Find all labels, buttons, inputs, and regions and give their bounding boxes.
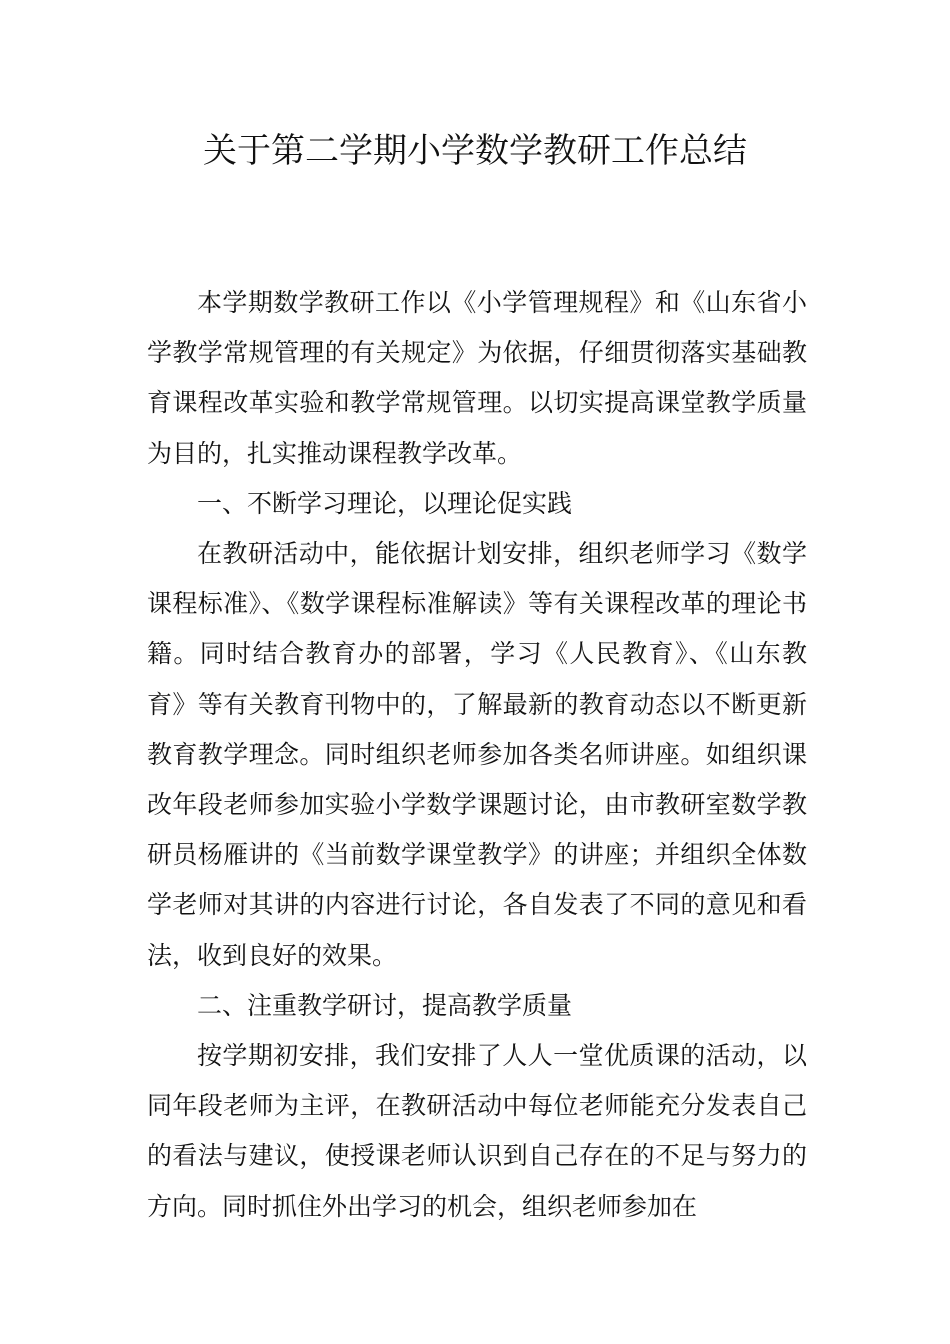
section-heading-1: 一、不断学习理论，以理论促实践 (197, 488, 573, 518)
document-body (147, 278, 807, 1232)
paragraph-theory-study: 在教研活动中，能依据计划安排，组织老师学习《数学课程标准》、《数学课程标准解读》等有关课程改革的理论书籍。同时结合教育办的部署，学习《人民教育》、《山东教育》等有关教育刊物中的，了解最新的教育动态以不断更新教育教学理念。同时组织老师参加各类名师讲座。如组织课改年段老师参加实验小学数学课题讨论，由市教研室数学教研员杨雁讲的《当前数学课堂教学》的讲座；并组织全体数学老师对其讲的内容进行讨论，各自发表了不同的意见和看法，收到良好的效果。 (147, 539, 807, 970)
section-heading-2: 二、注重教学研讨，提高教学质量 (197, 990, 573, 1020)
paragraph-teaching-research: 按学期初安排，我们安排了人人一堂优质课的活动，以同年段老师为主评，在教研活动中每位老师能充分发表自己的看法与建议，使授课老师认识到自己存在的不足与努力的方向。同时抓住外出学习的机会，组织老师参加在 (147, 1041, 807, 1221)
paragraph-intro: 本学期数学教研工作以《小学管理规程》和《山东省小学教学常规管理的有关规定》为依据，仔细贯彻落实基础教育课程改革实验和教学常规管理。以切实提高课堂教学质量为目的，扎实推动课程教学改革。 (147, 288, 807, 468)
document-title: 关于第二学期小学数学教研工作总结 (203, 131, 747, 171)
